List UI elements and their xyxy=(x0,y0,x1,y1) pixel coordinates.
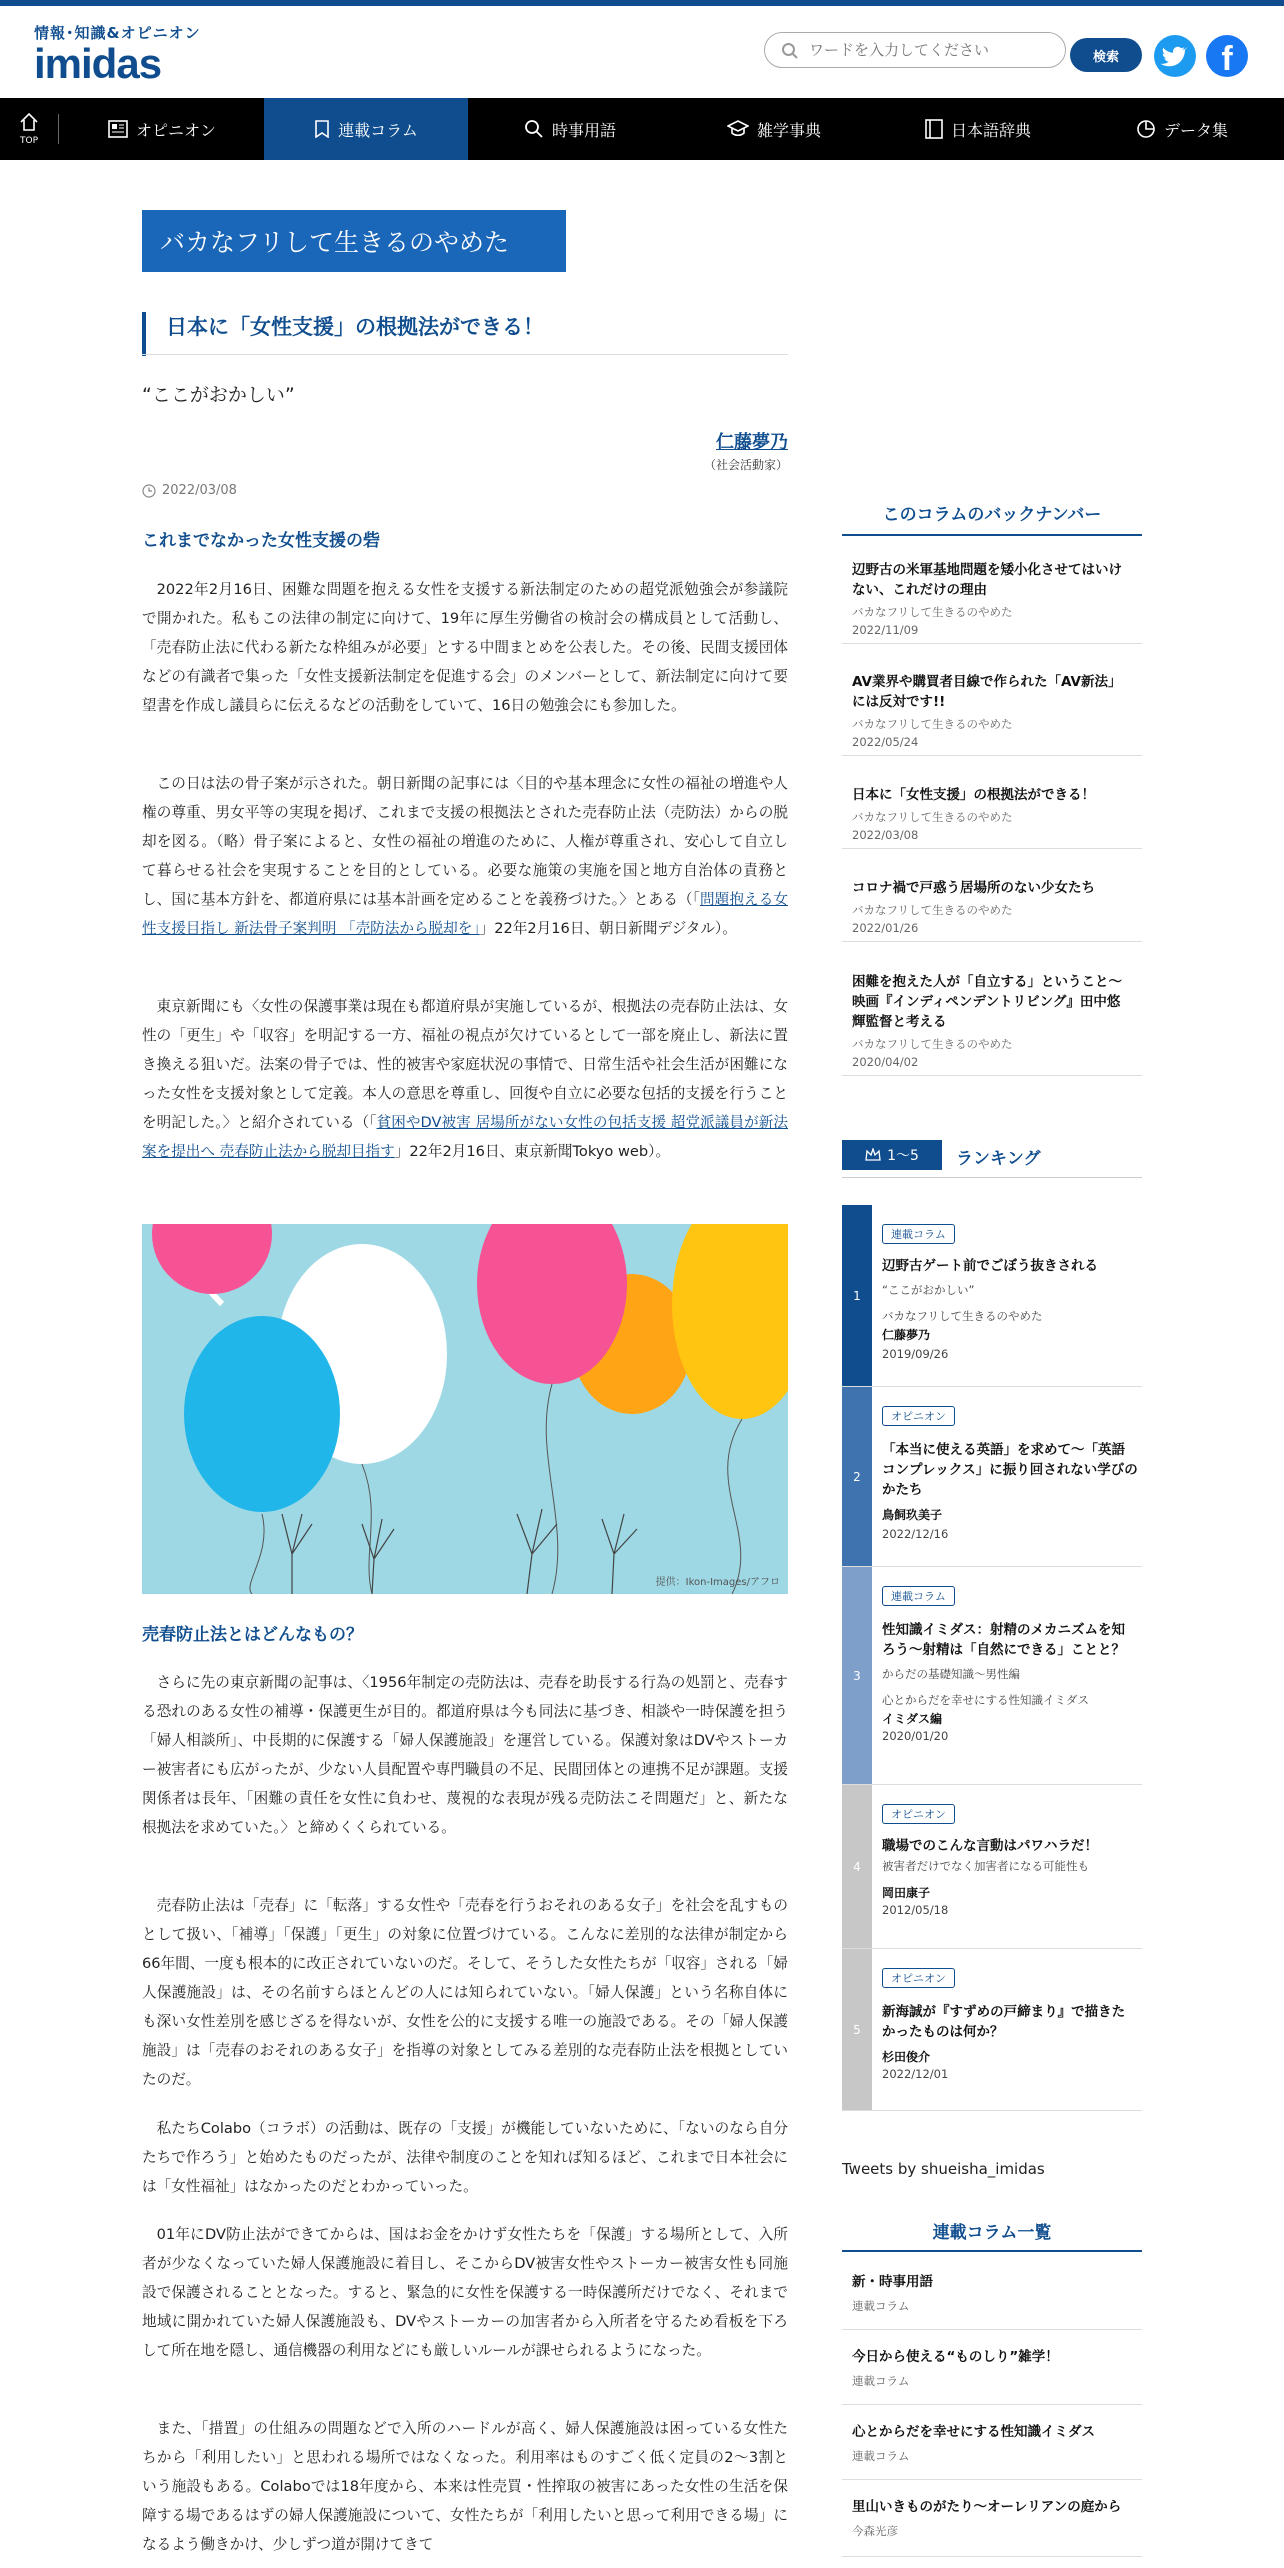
ranking-item-body xyxy=(882,1223,1138,1361)
ranking-item-author: 岡田康子 xyxy=(882,1886,931,1900)
graduation-cap-icon xyxy=(727,120,749,138)
nav-trivia[interactable] xyxy=(672,98,876,160)
ranking-item-column: バカなフリして生きるのやめた xyxy=(882,1309,1043,1323)
ranking-item-title: 新海誠が『すずめの戸締まり』で描きたかったものは何か？ xyxy=(882,2004,1126,2040)
nav-serial-column[interactable] xyxy=(264,98,468,160)
ranking-item-date: 2020/01/20 xyxy=(882,1729,949,1743)
backnumber-item-column: バカなフリして生きるのやめた xyxy=(852,1037,1013,1051)
serial-item-title: 心とからだを幸せにする性知識イミダス xyxy=(852,2424,1095,2440)
tweets-embed-link[interactable]: Tweets by shueisha_imidas xyxy=(842,2160,1045,2178)
logo-tagline: 情報･知識&オピニオン xyxy=(34,24,201,42)
serial-item-category: 連載コラム xyxy=(852,2449,910,2463)
serial-column-icon xyxy=(314,120,330,138)
pie-chart-icon xyxy=(1136,119,1156,139)
asahi-article-link[interactable]: 問題抱える女性支援目指し 新法骨子案判明 「売防法から脱却を」 xyxy=(142,891,788,937)
backnumber-item[interactable] xyxy=(842,972,1142,1076)
section-heading-1: これまでなかった女性支援の砦 xyxy=(142,531,380,551)
nav-data[interactable] xyxy=(1080,98,1284,160)
ranking-item-date: 2012/05/18 xyxy=(882,1903,949,1917)
search-input[interactable] xyxy=(809,39,1049,61)
backnumber-item-date: 2020/04/02 xyxy=(852,1055,919,1069)
rank-number: 4 xyxy=(842,1785,872,1948)
paragraph-2-text-a: この日は法の骨子案が示された。朝日新聞の記事には〈目的や基本理念に女性の福祉の増進や人権の尊重、男女平等の実現を掲げ、これまで支援の根拠法とされた売春防止法（売防法）からの脱却を図る。（略）骨子案によると、女性の福祉の増進のために、人権が尊重され、安心して自立して暮らせる社会を実現することを目的としている。必要な施策の実施を国と地方自治体の責務とし、国に基本方針を、都道府県には基本計画を定めることを義務づけた。〉とある（「 xyxy=(142,775,788,908)
ranking-item-subtitle: 被害者だけでなく加害者になる可能性も xyxy=(882,1859,1089,1873)
search-box xyxy=(764,32,1066,68)
ranking-category-tag: オピニオン xyxy=(882,1968,955,1988)
nav-current-terms-label: 時事用語 xyxy=(551,120,616,140)
ranking-item[interactable] xyxy=(842,1387,1142,1567)
ranking-item-author: 杉田俊介 xyxy=(882,2050,931,2064)
ranking-item[interactable] xyxy=(842,1567,1142,1785)
serial-item-category: 連載コラム xyxy=(852,2299,910,2313)
nav-opinion-label: オピニオン xyxy=(135,120,216,140)
backnumber-item-title: 困難を抱えた人が「自立する」ということ〜映画『インディペンデントリビング』田中悠輝監督と考える xyxy=(852,974,1122,1030)
nav-top-label: TOP xyxy=(19,136,38,146)
serial-list-item[interactable] xyxy=(842,2497,1142,2557)
backnumber-item-date: 2022/11/09 xyxy=(852,623,919,637)
search-button[interactable]: 検索 xyxy=(1070,38,1142,72)
nav-trivia-label: 雑学事典 xyxy=(756,120,821,140)
rank-number: 5 xyxy=(842,1949,872,2110)
author-link[interactable]: 仁藤夢乃 xyxy=(716,432,788,453)
serial-item-category: 今森光彦 xyxy=(852,2524,898,2538)
nav-dictionary[interactable] xyxy=(876,98,1080,160)
serial-list-heading: 連載コラム一覧 xyxy=(842,2218,1142,2252)
ranking-item-author: イミダス編 xyxy=(882,1712,943,1726)
serial-list-item[interactable] xyxy=(842,2422,1142,2480)
article-date xyxy=(142,483,237,498)
ranking-item-body xyxy=(882,1405,1138,1541)
rank-number: 2 xyxy=(842,1387,872,1566)
serial-item-category: 連載コラム xyxy=(852,2374,910,2388)
ranking-category-tag: 連載コラム xyxy=(882,1586,955,1606)
ranking-heading: ランキング xyxy=(956,1149,1041,1169)
nav-current-terms[interactable] xyxy=(468,98,672,160)
ranking-item-body xyxy=(882,1803,1138,1917)
ranking-item-date: 2022/12/16 xyxy=(882,1527,949,1541)
paragraph-3-text-b: 」22年2月16日、東京新聞Tokyo web）。 xyxy=(394,1143,671,1160)
paragraph-6: 私たちColabo（コラボ）の活動は、既存の「支援」が機能していないために、「ないのなら自分たちで作ろう」と始めたものだったが、法律や制度のことを知れば知るほど、これまで日本社会には「女性福祉」はなかったのだとわかっていった。 xyxy=(142,2120,788,2195)
ranking-category-tag: オピニオン xyxy=(882,1406,955,1426)
serial-item-title: 今日から使える“ものしり”雑学！ xyxy=(852,2349,1059,2365)
tokyo-article-link[interactable]: 貧困やDV被害 居場所がない女性の包括支援 超党派議員が新法案を提出へ 売春防止法から脱却目指す xyxy=(142,1114,788,1160)
main-nav xyxy=(0,98,1284,160)
serial-item-title: 里山いきものがたり～オーレリアンの庭から xyxy=(852,2499,1122,2515)
image-credit: 提供：Ikon-Images/アフロ xyxy=(655,1577,780,1588)
ranking-category-tag: オピニオン xyxy=(882,1804,955,1824)
backnumber-item-title: 辺野古の米軍基地問題を矮小化させてはいけない、これだけの理由 xyxy=(852,562,1122,598)
backnumber-item[interactable] xyxy=(842,785,1142,849)
ranking-range-badge xyxy=(842,1140,942,1170)
serial-list-item[interactable] xyxy=(842,2272,1142,2330)
paragraph-3-text-a: 東京新聞にも〈女性の保護事業は現在も都道府県が実施しているが、根拠法の売春防止法は、女性の「更生」や「収容」を明記する一方、福祉の視点が欠けているとして一部を廃止し、新法に置き換える狙いだ。法案の骨子では、性的被害や家庭状況の事情で、日常生活や社会生活が困難になった女性を支援対象として定義。本人の意思を尊重し、回復や自立に必要な包括的支援を行うことを明記した。〉と紹介されている（「 xyxy=(142,998,788,1131)
ranking-item-date: 2019/09/26 xyxy=(882,1347,949,1361)
title-divider xyxy=(142,354,788,355)
ranking-item-title: 「本当に使える英語」を求めて～「英語コンプレックス」に振り回されない学びのかたち xyxy=(882,1442,1138,1498)
balloons-illustration xyxy=(142,1224,788,1594)
ranking-range-label: 1～5 xyxy=(887,1148,919,1164)
article-subtitle: “ここがおかしい” xyxy=(142,384,295,406)
ranking-item-title: 辺野古ゲート前でごぼう抜きされる xyxy=(882,1258,1098,1274)
backnumber-item-column: バカなフリして生きるのやめた xyxy=(852,810,1013,824)
site-header xyxy=(0,6,1284,98)
ranking-item-date: 2022/12/01 xyxy=(882,2067,949,2081)
ranking-item[interactable] xyxy=(842,1785,1142,1949)
article-date-text: 2022/03/08 xyxy=(162,483,237,498)
nav-top[interactable] xyxy=(0,98,58,160)
section-heading-2: 売春防止法とはどんなもの？ xyxy=(142,1625,363,1645)
backnumber-heading: このコラムのバックナンバー xyxy=(842,500,1142,536)
ranking-item-subtitle: からだの基礎知識～男性編 xyxy=(882,1667,1020,1681)
crown-icon xyxy=(865,1148,881,1162)
ranking-item-title: 性知識イミダス：射精のメカニズムを知ろう～射精は「自然にできる」ことと？ xyxy=(882,1622,1125,1658)
nav-opinion[interactable] xyxy=(60,98,264,160)
column-title-banner[interactable]: バカなフリして生きるのやめた xyxy=(142,210,566,272)
ranking-item[interactable] xyxy=(842,1949,1142,2111)
nav-serial-column-label: 連載コラム xyxy=(338,120,418,140)
ranking-item[interactable] xyxy=(842,1205,1142,1387)
article-title: 日本に「女性支援」の根拠法ができる！ xyxy=(142,312,788,356)
facebook-icon[interactable]: f xyxy=(1206,35,1248,77)
paragraph-8: また、「措置」の仕組みの問題などで入所のハードルが高く、婦人保護施設は困っている女性たちから「利用したい」と思われる場所ではなくなった。利用率はものすごく低く定員の2～3割という施設もある。Colaboでは18年度から、本来は性売買・性搾取の被害にあった女性の生活を保障する場であるはずの婦人保護施設について、女性たちが「利用したいと思って利用できる場」になるよう働きかけ、少しずつ道が開けてきて xyxy=(142,2420,788,2553)
backnumber-item-column: バカなフリして生きるのやめた xyxy=(852,717,1013,731)
ranking-item-body xyxy=(882,1967,1138,2081)
backnumber-item[interactable] xyxy=(842,672,1142,756)
paragraph-3 xyxy=(142,992,788,1166)
ranking-item-body xyxy=(882,1585,1138,1743)
ranking-header xyxy=(842,1138,1142,1178)
backnumber-item-title: AV業界や購買者目線で作られた「AV新法」には反対です!! xyxy=(852,674,1122,710)
author-role: （社会活動家） xyxy=(703,458,788,472)
opinion-icon xyxy=(108,120,128,138)
nav-divider xyxy=(58,114,59,144)
magnifier-icon xyxy=(524,119,544,139)
backnumber-item-title: コロナ禍で戸惑う居場所のない少女たち xyxy=(852,880,1095,896)
twitter-icon[interactable] xyxy=(1154,35,1196,77)
backnumber-item-date: 2022/05/24 xyxy=(852,735,919,749)
logo-name: imidas xyxy=(34,40,162,87)
home-icon xyxy=(19,112,39,132)
backnumber-item-date: 2022/01/26 xyxy=(852,921,919,935)
balloons-image xyxy=(142,1224,788,1594)
backnumber-item-title: 日本に「女性支援」の根拠法ができる！ xyxy=(852,787,1095,803)
ranking-item-author: 仁藤夢乃 xyxy=(882,1328,931,1342)
ranking-item-subtitle: “ここがおかしい” xyxy=(882,1283,975,1297)
rank-number: 1 xyxy=(842,1205,872,1386)
ranking-item-title: 職場でのこんな言動はパワハラだ！ xyxy=(882,1838,1098,1854)
backnumber-item-column: バカなフリして生きるのやめた xyxy=(852,903,1013,917)
paragraph-5: 売春防止法は「売春」に「転落」する女性や「売春を行うおそれのある女子」を社会を乱すものとして扱い、「補導」「保護」「更生」の対象に位置づけている。こんなに差別的な法律が制定から66年間、一度も根本的に改正されていないのだ。そして、そうした女性たちが「収容」される「婦人保護施設」は、その名前すらほとんどの人には知られていない。「婦人保護」という名称自体にも深い女性差別を感じざるを得ないが、女性を公的に支援する唯一の施設である。その「婦人保護施設」は「売春のおそれのある女子」を指導の対象としてみる差別的な売春防止法を根拠としていたのだ。 xyxy=(142,1897,788,2088)
clock-icon xyxy=(142,484,156,498)
serial-item-title: 新・時事用語 xyxy=(852,2274,933,2290)
backnumber-item-date: 2022/03/08 xyxy=(852,828,919,842)
ranking-item-author: 鳥飼玖美子 xyxy=(882,1508,943,1522)
paragraph-2-text-b: 」22年2月16日、朝日新聞デジタル）。 xyxy=(479,920,737,937)
serial-list-item[interactable] xyxy=(842,2347,1142,2405)
ranking-item-column: 心とからだを幸せにする性知識イミダス xyxy=(882,1693,1089,1707)
ranking-category-tag: 連載コラム xyxy=(882,1224,955,1244)
backnumber-item-column: バカなフリして生きるのやめた xyxy=(852,605,1013,619)
book-icon xyxy=(925,119,943,139)
backnumber-item[interactable] xyxy=(842,560,1142,644)
nav-dictionary-label: 日本語辞典 xyxy=(950,120,1031,140)
rank-number: 3 xyxy=(842,1567,872,1784)
site-logo[interactable] xyxy=(34,22,201,85)
paragraph-4: さらに先の東京新聞の記事は、〈1956年制定の売防法は、売春を助長する行為の処罰と、売春する恐れのある女性の補導・保護更生が目的。都道府県は今も同法に基づき、相談や一時保護を担う「婦人相談所」、中長期的に保護する「婦人保護施設」を運営している。保護対象はDVやストーカー被害者にも広がったが、少ない人員配置や専門職員の不足、民間団体との連携不足が課題。支援関係者は長年、「困難の責任を女性に負わせ、蔑視的な表現が残る売防法こそ問題だ」と、新たな根拠法を求めていた。〉と締めくくられている。 xyxy=(142,1674,788,1836)
nav-data-label: データ集 xyxy=(1163,120,1228,140)
paragraph-2 xyxy=(142,769,788,943)
paragraph-7: 01年にDV防止法ができてからは、国はお金をかけず女性たちを「保護」する場所として、入所者が少なくなっていた婦人保護施設に着目し、そこからDV被害女性やストーカー被害女性も同施設で保護されることとなった。すると、緊急的に女性を保護する一時保護所だけでなく、それまで地域に開かれていた婦人保護施設も、DVやストーカーの加害者から入所者を守るため看板を下ろして所在地を隠し、通信機器の利用などにも厳しいルールが課せられるようになった。 xyxy=(142,2226,788,2359)
paragraph-1: 2022年2月16日、困難な問題を抱える女性を支援する新法制定のための超党派勉強会が参議院で開かれた。私もこの法律の制定に向けて、19年に厚生労働省の検討会の構成員として活動し、「売春防止法に代わる新たな枠組みが必要」とする中間まとめを公表した。その後、民間支援団体などの有識者で集った「女性支援新法制定を促進する会」のメンバーとして、新法制定に向けて要望書を作成し議員らに伝えるなどの活動をしていて、16日の勉強会にも参加した。 xyxy=(142,581,788,714)
backnumber-item[interactable] xyxy=(842,878,1142,942)
search-icon xyxy=(781,42,799,60)
